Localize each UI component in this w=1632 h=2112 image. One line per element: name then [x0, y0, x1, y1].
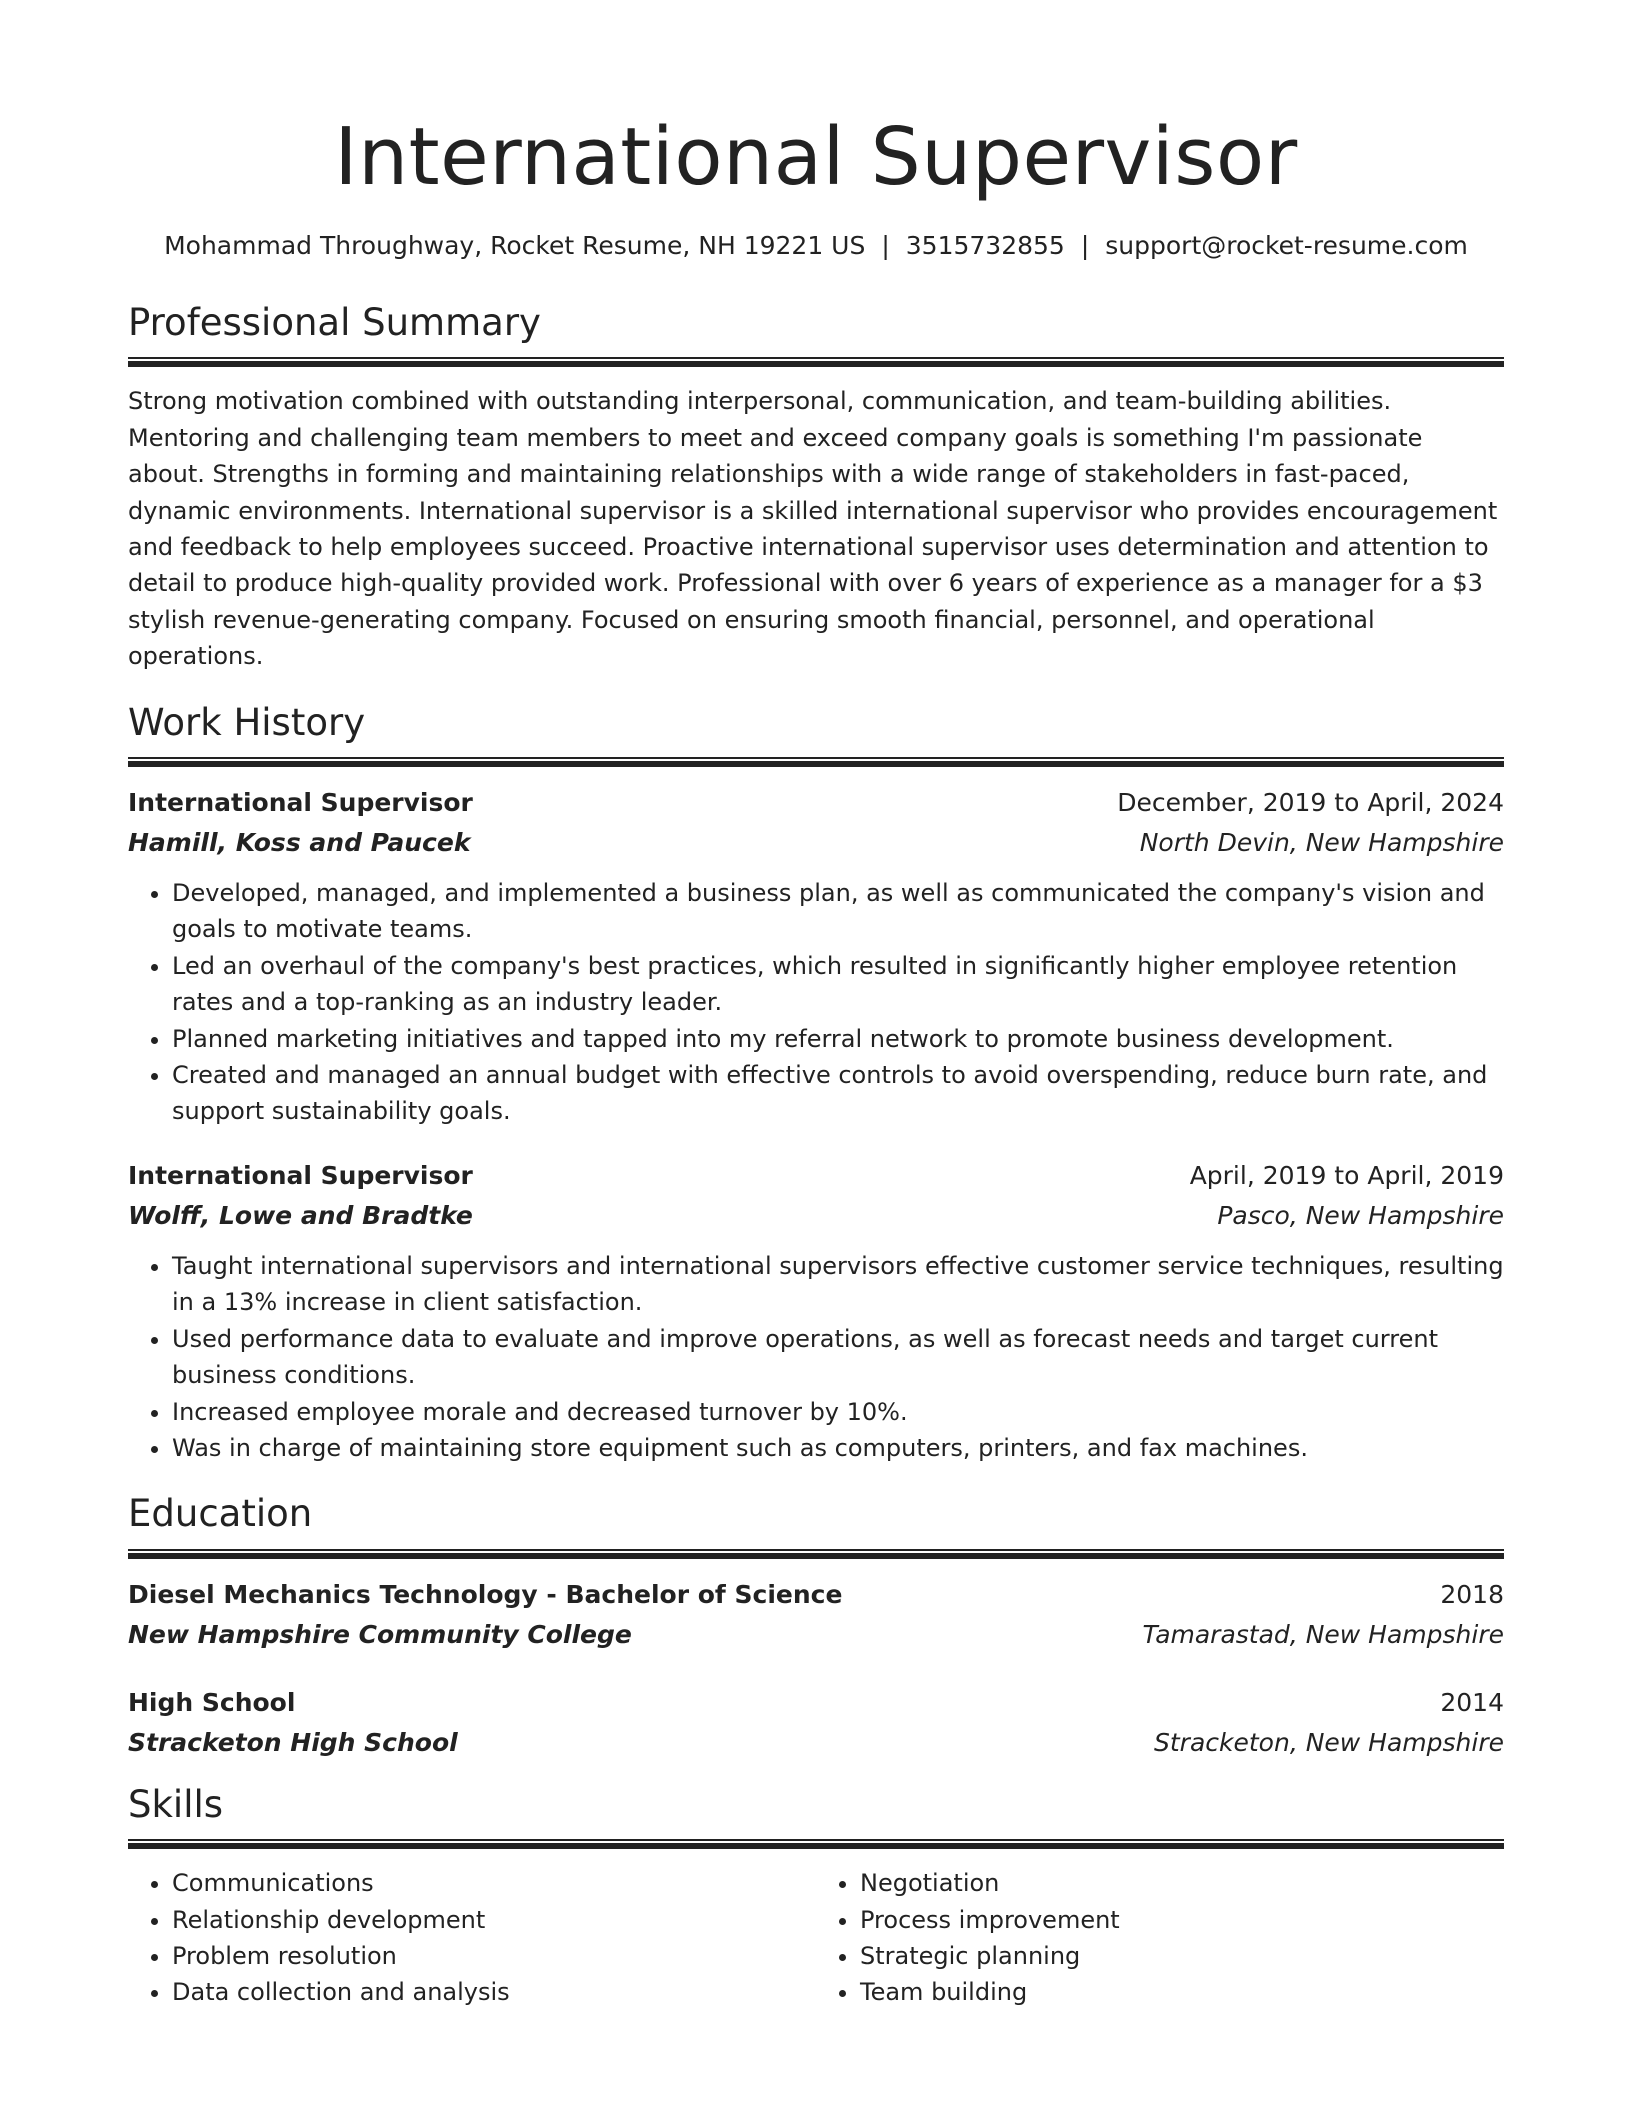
education-school-row — [128, 1723, 1504, 1763]
job-bullet: • Taught international supervisors and international supervisors effective customer service techniques, resulting in a 13% increase in client satisfaction. — [172, 1248, 1504, 1321]
skill-item: • Data collection and analysis — [172, 1974, 816, 2010]
job-company-row — [128, 823, 1504, 863]
section-title-work: Work History — [128, 700, 366, 744]
job-entry — [128, 783, 1504, 1130]
education-section — [128, 1492, 1504, 1762]
job-header-row — [128, 783, 1504, 823]
education-location: Stracketon, New Hampshire — [1154, 1727, 1504, 1757]
job-dates: December, 2019 to April, 2024 — [1117, 788, 1504, 818]
job-title: International Supervisor — [128, 1160, 473, 1190]
education-school-row — [128, 1615, 1504, 1655]
education-entry — [128, 1683, 1504, 1763]
job-location: North Devin, New Hampshire — [1139, 828, 1504, 858]
contact-address: Mohammad Throughway, Rocket Resume, NH 19221 US — [164, 231, 866, 260]
skills-section — [128, 1783, 1504, 2011]
job-dates: April, 2019 to April, 2019 — [1189, 1160, 1504, 1190]
job-location: Pasco, New Hampshire — [1217, 1200, 1504, 1230]
job-bullet: • Used performance data to evaluate and improve operations, as well as forecast needs and target current business conditions. — [172, 1321, 1504, 1394]
summary-text: Strong motivation combined with outstanding interpersonal, communication, and team-building abilities. Mentoring and challenging team members to meet and exceed company goals is something I'm passionate about. Strengths in forming and maintaining relationships with a wide range of stakeholders in fast-paced, dynamic environments. International supervisor is a skilled international supervisor who provides encouragement and feedback to help employees succeed. Proactive international supervisor uses determination and attention to detail to produce high-quality provided work. Professional with over 6 years of experience as a manager for a $3 stylish revenue-generating company. Focused on ensuring smooth financial, personnel, and operational operations. — [128, 387, 1498, 671]
candidate-name: International Supervisor — [334, 111, 1298, 203]
skill-item: • Communications — [172, 1865, 816, 1901]
education-header-row — [128, 1683, 1504, 1723]
skill-item: • Relationship development — [172, 1902, 816, 1938]
section-divider — [128, 1839, 1504, 1849]
job-bullet: • Was in charge of maintaining store equipment such as computers, printers, and fax machines. — [172, 1430, 1504, 1466]
job-title: International Supervisor — [128, 788, 473, 818]
job-bullet: • Created and managed an annual budget with effective controls to avoid overspending, reduce burn rate, and support sustainability goals. — [172, 1057, 1504, 1130]
section-divider — [128, 1549, 1504, 1559]
education-year: 2018 — [1440, 1579, 1504, 1609]
education-school: Stracketon High School — [128, 1727, 458, 1757]
job-company-row — [128, 1196, 1504, 1236]
skill-item: • Process improvement — [860, 1902, 1504, 1938]
job-bullets — [128, 1248, 1504, 1466]
education-degree: High School — [128, 1687, 296, 1717]
section-title-education: Education — [128, 1492, 313, 1536]
education-school: New Hampshire Community College — [128, 1619, 632, 1649]
contact-separator: | — [881, 231, 890, 260]
education-entry — [128, 1575, 1504, 1655]
education-header-row — [128, 1575, 1504, 1615]
job-company: Hamill, Koss and Paucek — [128, 828, 471, 858]
skills-columns — [128, 1865, 1504, 2011]
skill-item: • Strategic planning — [860, 1938, 1504, 1974]
contact-separator: | — [1080, 231, 1090, 260]
skills-list-left — [128, 1865, 816, 2011]
job-header-row — [128, 1156, 1504, 1196]
job-bullet: • Planned marketing initiatives and tapped into my referral network to promote business development. — [172, 1021, 1504, 1057]
section-divider — [128, 757, 1504, 767]
contact-email: support@rocket-resume.com — [1105, 231, 1468, 260]
skill-item: • Negotiation — [860, 1865, 1504, 1901]
job-bullets — [128, 875, 1504, 1130]
skill-item: • Problem resolution — [172, 1938, 816, 1974]
job-entry — [128, 1156, 1504, 1466]
section-divider — [128, 357, 1504, 367]
summary-section — [128, 301, 1504, 675]
skill-item: • Team building — [860, 1974, 1504, 2010]
contact-phone: 3515732855 — [905, 231, 1065, 260]
education-location: Tamarastad, New Hampshire — [1142, 1619, 1504, 1649]
job-bullet: • Led an overhaul of the company's best practices, which resulted in significantly higher employee retention rates and a top-ranking as an industry leader. — [172, 948, 1504, 1021]
education-year: 2014 — [1440, 1687, 1504, 1717]
education-degree: Diesel Mechanics Technology - Bachelor of Science — [128, 1579, 843, 1609]
contact-line — [128, 231, 1504, 261]
job-bullet: • Increased employee morale and decreased turnover by 10%. — [172, 1394, 1504, 1430]
section-title-summary: Professional Summary — [128, 301, 541, 344]
job-company: Wolff, Lowe and Bradtke — [128, 1200, 473, 1230]
section-title-skills: Skills — [128, 1782, 224, 1826]
skills-list-right — [816, 1865, 1504, 2011]
work-history-section — [128, 701, 1504, 1467]
job-bullet: • Developed, managed, and implemented a business plan, as well as communicated the company's vision and goals to motivate teams. — [172, 875, 1504, 948]
